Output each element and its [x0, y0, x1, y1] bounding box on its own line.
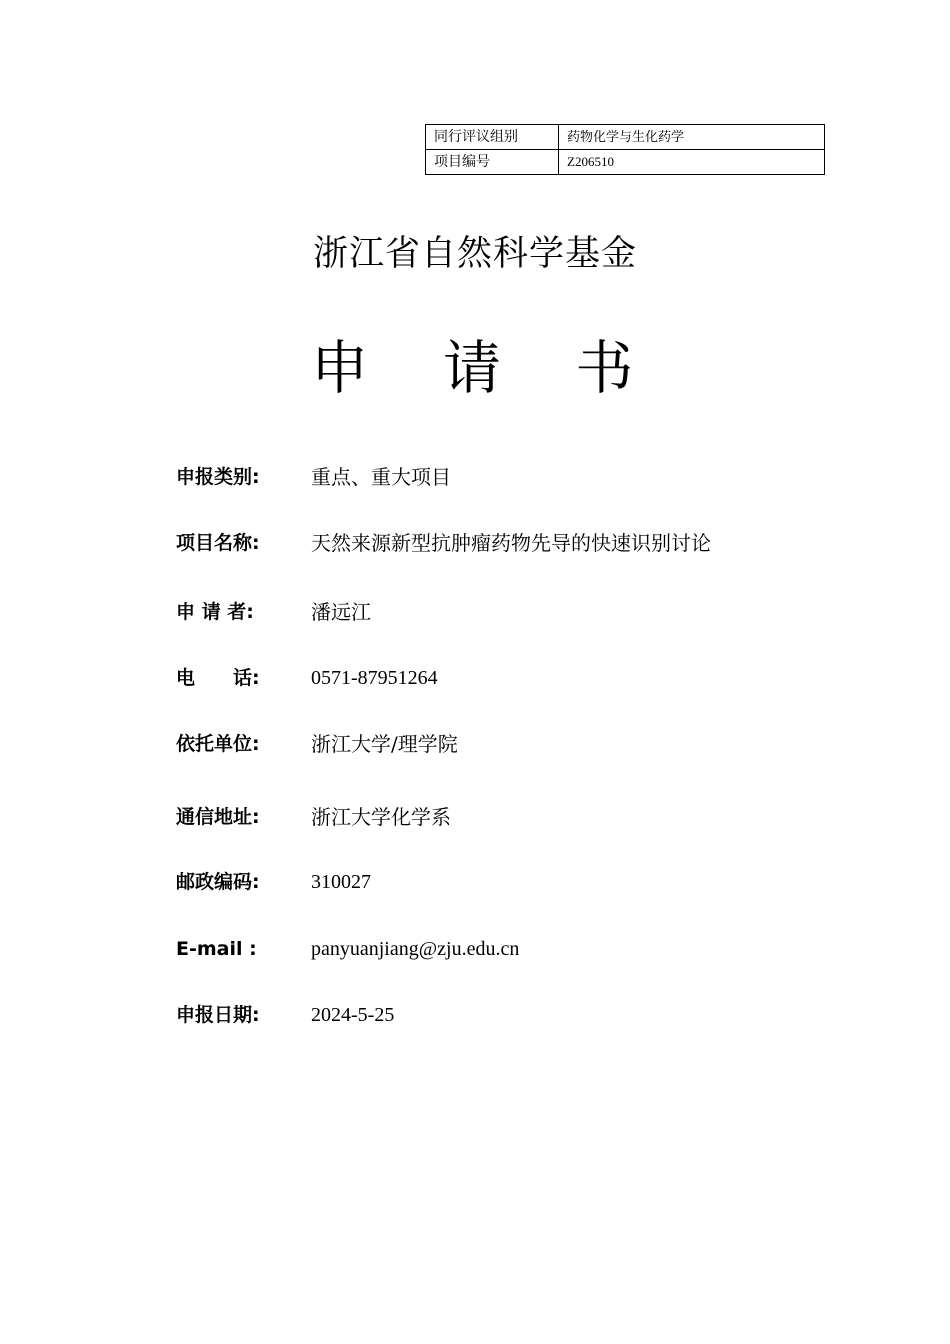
field-label: 申报类别: — [176, 466, 260, 488]
field-label: 邮政编码: — [176, 871, 260, 893]
field-label: E-mail : — [176, 938, 257, 960]
field-value: panyuanjiang@zju.edu.cn — [311, 938, 520, 960]
project-number-value: Z206510 — [559, 150, 825, 175]
field-value: 天然来源新型抗肿瘤药物先导的快速识别讨论 — [311, 531, 711, 555]
review-group-label: 同行评议组别 — [426, 125, 559, 150]
project-number-label: 项目编号 — [426, 150, 559, 175]
field-value: 浙江大学化学系 — [311, 805, 451, 829]
document-title: 申 请 书 — [310, 334, 662, 402]
field-value: 310027 — [311, 871, 371, 893]
field-value: 重点、重大项目 — [311, 465, 451, 489]
field-label: 电 话: — [176, 667, 260, 689]
field-label: 项目名称: — [176, 532, 260, 554]
field-value: 浙江大学/理学院 — [311, 732, 458, 756]
review-group-value: 药物化学与生化药学 — [559, 125, 825, 150]
field-label: 申报日期: — [176, 1004, 260, 1026]
foundation-heading: 浙江省自然科学基金 — [312, 234, 637, 274]
table-row — [426, 150, 825, 175]
field-value: 0571-87951264 — [311, 667, 438, 689]
field-label: 通信地址: — [176, 806, 260, 828]
table-row — [426, 125, 825, 150]
field-label: 申 请 者: — [176, 601, 254, 623]
field-value: 潘远江 — [311, 600, 371, 624]
review-info-table — [425, 124, 825, 175]
field-value: 2024-5-25 — [311, 1004, 395, 1026]
field-label: 依托单位: — [176, 733, 260, 755]
